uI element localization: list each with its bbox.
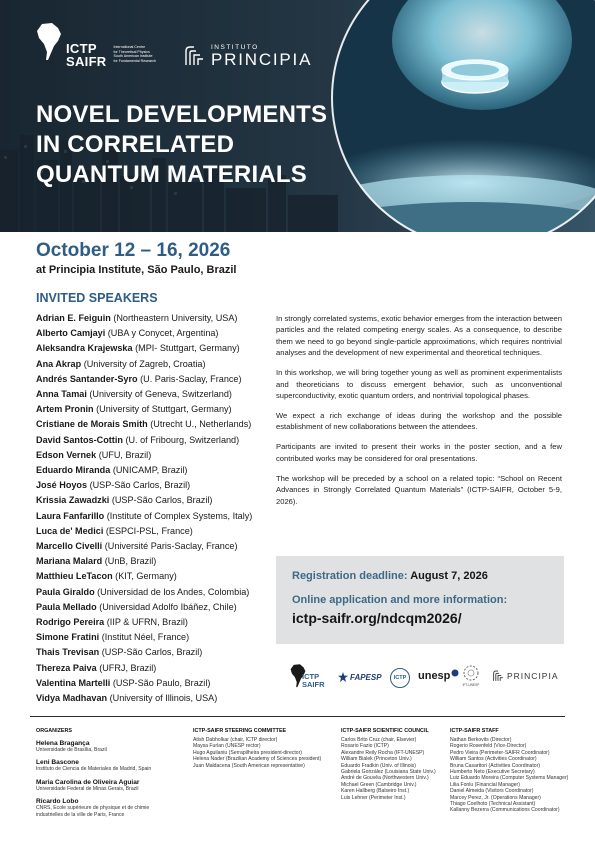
speaker-affiliation: (KIT, Germany) xyxy=(115,571,177,582)
speaker-item xyxy=(36,341,276,356)
speaker-affiliation: (University of Illinois, USA) xyxy=(109,693,218,704)
staff-member: Bruna Casarttori (Activities Coordinator) xyxy=(450,762,541,769)
staff-member: Lilia Fonlu (Financial Manager) xyxy=(450,781,520,788)
ift-ring-icon xyxy=(462,664,480,682)
speaker-item xyxy=(36,326,276,341)
speaker-affiliation: (USP-São Carlos, Brazil) xyxy=(89,480,191,491)
speaker-affiliation: (Institute of Complex Systems, Italy) xyxy=(106,510,253,521)
speaker-name: Paula Giraldo xyxy=(36,586,95,597)
staff-member: Kallanny Bezerra (Communications Coordinator) xyxy=(450,807,560,814)
description-paragraph: In strongly correlated systems, exotic behavior emerges from the interaction between particles and the related competing energy scales. As a consequence, to describe them we need to go beyond single-particle approximations, which requires nontrivial analyses and the development of new experimental and theoretical techniques. xyxy=(276,314,562,358)
speaker-item xyxy=(36,448,276,463)
speaker-affiliation: (USP-São Carlos, Brazil) xyxy=(111,495,213,506)
speaker-affiliation: (USP-São Paulo, Brazil) xyxy=(112,677,211,688)
speaker-name: Thereza Paiva xyxy=(36,662,97,673)
ictp-desc-line: International Centre xyxy=(113,45,146,49)
ictp-desc-line: South American Institute xyxy=(113,54,153,59)
speaker-item xyxy=(36,539,276,554)
speaker-name: Paula Mellado xyxy=(36,601,97,612)
principia-footer-wordmark: PRINCIPIA xyxy=(507,671,559,681)
speaker-name: Adrian E. Feiguin xyxy=(36,313,111,323)
organizer-name: Ricardo Lobo xyxy=(36,798,79,806)
speaker-name: Cristiane de Morais Smith xyxy=(36,419,148,430)
speaker-item xyxy=(36,569,276,584)
organizer-name: Helena Bragança xyxy=(36,740,90,747)
speaker-name: Luca de' Medici xyxy=(36,525,104,536)
speaker-item xyxy=(36,509,276,524)
partner-unesp-logo xyxy=(418,670,459,682)
speaker-item xyxy=(36,463,276,478)
speaker-affiliation: (UnB, Brazil) xyxy=(104,556,157,567)
registration-deadline xyxy=(292,570,548,582)
speaker-item xyxy=(36,372,276,387)
ictp-saifr-wordmark xyxy=(66,42,107,68)
organizer-affiliation: industrielles de la ville de Paris, France xyxy=(36,811,125,818)
committee-member: Maysa Furlan (UNESP rector) xyxy=(193,743,261,750)
speaker-name: Krissia Zawadzki xyxy=(36,495,110,506)
speaker-affiliation: (UFRJ, Brazil) xyxy=(99,662,157,673)
staff-member: Daniel Almeida (Visitors Coordinator) xyxy=(450,788,534,795)
speaker-affiliation: (Utrecht U., Netherlands) xyxy=(150,419,252,430)
event-title-line: NOVEL DEVELOPMENTS xyxy=(36,101,328,128)
speaker-item xyxy=(36,387,276,402)
ictp-word: ICTP xyxy=(66,41,97,56)
steering-committee-column xyxy=(193,728,333,769)
partner-saifr-word: SAIFR xyxy=(302,680,325,689)
speaker-item xyxy=(36,661,276,676)
partner-principia-logo xyxy=(492,670,559,682)
organizer-name: Leni Bascone xyxy=(36,759,79,767)
speaker-item xyxy=(36,417,276,432)
ift-wordmark: IFT-UNESP xyxy=(462,683,480,687)
principia-wordmark xyxy=(211,44,312,68)
speaker-affiliation: (Northeastern University, USA) xyxy=(113,313,238,323)
partner-fapesp-logo xyxy=(338,672,382,682)
committee-member: Hugo Aguilaniu (Serrapilheira president-director) xyxy=(193,749,303,756)
steering-committee-title: ICTP-SAIFR STEERING COMMITTEE xyxy=(193,728,287,734)
organizers-column xyxy=(36,728,186,818)
description-paragraph: In this workshop, we will bring together young as well as prominent experimentalists and theoreticians to discuss emergent behavior, such as unconventional superconductivity, exotic quantum orders, and nontrivial topological phases. xyxy=(276,368,562,401)
organizers-title: ORGANIZERS xyxy=(36,728,72,734)
council-member: Rosario Fazio (ICTP) xyxy=(341,743,389,750)
partner-ictp-word: ICTP xyxy=(302,672,320,681)
speaker-name: David Santos-Cottin xyxy=(36,434,123,445)
council-member: Carlos Brito Cruz (chair, Elsevier) xyxy=(341,737,417,743)
steering-committee-list xyxy=(193,737,333,769)
speakers-list xyxy=(36,311,276,706)
speaker-affiliation: (ESPCI-PSL, France) xyxy=(105,525,193,536)
saifr-word: SAIFR xyxy=(66,54,107,69)
principia-mark-icon xyxy=(492,670,504,682)
speaker-name: Alberto Camjayi xyxy=(36,328,106,339)
speaker-affiliation: (U. of Fribourg, Switzerland) xyxy=(125,434,240,445)
organizer-name: Maria Carolina de Oliveira Aguiar xyxy=(36,778,140,786)
speaker-affiliation: (UFU, Brazil) xyxy=(98,449,152,460)
speaker-name: Andrés Santander-Syro xyxy=(36,373,138,384)
speaker-name: Marcello Civelli xyxy=(36,541,103,552)
speaker-affiliation: (Université Paris-Saclay, France) xyxy=(104,541,238,552)
speaker-affiliation: (University of Geneva, Switzerland) xyxy=(89,389,232,400)
event-title-line: QUANTUM MATERIALS xyxy=(36,161,307,188)
event-title-line: IN CORRELATED xyxy=(36,131,235,158)
council-member: André de Gouvêa (Northwestern Univ.) xyxy=(341,775,429,782)
speaker-item xyxy=(36,676,276,691)
speaker-affiliation: (Institut Néel, France) xyxy=(101,632,190,643)
speaker-affiliation: (University of Zagreb, Croatia) xyxy=(83,358,206,369)
speaker-affiliation: (Universidad de los Andes, Colombia) xyxy=(97,586,250,597)
ictp-circle-text: ICTP xyxy=(393,675,407,681)
staff-member: Marcey Perez, Jr. (Operations Manager) xyxy=(450,794,541,801)
committee-member: Helena Nader (Brazilian Academy of Sciences president) xyxy=(193,756,322,763)
speaker-item xyxy=(36,630,276,645)
speaker-name: José Hoyos xyxy=(36,480,88,491)
organizer-affiliation: Universidade Federal de Minas Gerais, Brazil xyxy=(36,785,139,792)
staff-title: ICTP-SAIFR STAFF xyxy=(450,728,499,734)
staff-member: Thiago Coelhoto (Technical Assistant) xyxy=(450,801,536,808)
scientific-council-list xyxy=(341,737,446,801)
council-member: Karen Hallberg (Balseiro Inst.) xyxy=(341,788,410,795)
organizer-entry xyxy=(36,759,186,772)
speaker-name: Vidya Madhavan xyxy=(36,693,108,704)
staff-member: Humberto Neto (Executive Secretary) xyxy=(450,769,535,776)
partner-logos xyxy=(290,662,560,696)
speaker-affiliation: (MPI- Stuttgart, Germany) xyxy=(135,343,240,354)
staff-list xyxy=(450,737,570,814)
speaker-item xyxy=(36,311,276,326)
council-member: William Bialek (Princeton Univ.) xyxy=(341,756,412,763)
scientific-council-title: ICTP-SAIFR SCIENTIFIC COUNCIL xyxy=(341,728,429,734)
organizer-affiliation: Universidade de Brasília, Brazil xyxy=(36,747,107,753)
committee-member: Juan Maldacena (South American representative) xyxy=(193,762,305,769)
organizer-affiliation: Instituto de Ciencia de Materiales de Madrid, Spain xyxy=(36,766,152,773)
council-member: Michael Green (Cambridge Univ.) xyxy=(341,781,417,788)
speaker-item xyxy=(36,615,276,630)
speaker-name: Rodrigo Pereira xyxy=(36,617,105,628)
organizer-entry xyxy=(36,779,186,792)
speaker-item xyxy=(36,357,276,372)
header-banner xyxy=(0,0,595,232)
committee-member: Atish Dabholkar (chair, ICTP director) xyxy=(193,737,278,743)
speaker-name: Aleksandra Krajewska xyxy=(36,343,133,354)
ictp-circle-icon xyxy=(390,668,410,688)
ictp-saifr-logo xyxy=(36,22,176,68)
principia-mark-icon xyxy=(183,45,205,67)
speaker-item xyxy=(36,402,276,417)
speaker-name: Thais Trevisan xyxy=(36,647,100,658)
staff-column xyxy=(450,728,570,814)
speaker-item xyxy=(36,554,276,569)
speaker-affiliation: (U. Paris-Saclay, France) xyxy=(140,373,242,384)
deadline-value: August 7, 2026 xyxy=(410,570,488,582)
ictp-saifr-description xyxy=(114,45,176,63)
ictp-desc-line: for Theoretical Physics xyxy=(113,49,150,54)
speaker-item xyxy=(36,691,276,706)
registration-box xyxy=(276,556,564,644)
event-venue: at Principia Institute, São Paulo, Brazil xyxy=(36,264,237,276)
speaker-item xyxy=(36,478,276,493)
partner-ift-logo xyxy=(462,664,480,687)
workshop-description xyxy=(276,313,562,516)
partner-ictp-logo xyxy=(390,668,410,688)
speaker-item xyxy=(36,585,276,600)
speaker-name: Artem Pronin xyxy=(36,404,94,415)
description-paragraph: The workshop will be preceded by a school on a related topic: “School on Recent Advances in Strongly Correlated Quantum Materials” (ICTP-SAIFR, October 5-9, 2026). xyxy=(276,473,562,506)
speaker-affiliation: (UNICAMP, Brazil) xyxy=(112,465,188,476)
speaker-name: Mariana Malard xyxy=(36,556,103,567)
speaker-item xyxy=(36,493,276,508)
unesp-wordmark: unesp xyxy=(418,670,451,682)
fapesp-star-icon xyxy=(338,672,348,682)
partner-ictp-saifr-logo xyxy=(290,662,325,690)
organizer-entry xyxy=(36,798,186,818)
unesp-dot-icon xyxy=(451,669,459,677)
staff-member: Rogerio Rosenfeld (Vice-Director) xyxy=(450,743,527,750)
speaker-name: Valentina Martelli xyxy=(36,677,111,688)
principia-name-word: PRINCIPIA xyxy=(211,50,313,69)
organizer-entry xyxy=(36,740,186,753)
staff-member: Luiz Eduardo Moreira (Computer Systems Manager) xyxy=(450,775,569,782)
speaker-affiliation: (USP-São Carlos, Brazil) xyxy=(101,647,203,658)
speaker-name: Edson Vernek xyxy=(36,449,97,460)
organizer-affiliation: CNRS, Ecole supérieure de physique et de chimie xyxy=(36,805,150,812)
description-paragraph: Participants are invited to present their works in the poster section, and a few contributed works may be considered for oral presentations. xyxy=(276,442,562,463)
speaker-item xyxy=(36,645,276,660)
fapesp-wordmark: FAPESP xyxy=(350,672,382,682)
speaker-name: Simone Fratini xyxy=(36,632,100,643)
deadline-label: Registration deadline: xyxy=(292,570,408,582)
speaker-name: Ana Akrap xyxy=(36,358,82,369)
speaker-item xyxy=(36,433,276,448)
speakers-heading: INVITED SPEAKERS xyxy=(36,291,158,305)
speaker-name: Matthieu LeTacon xyxy=(36,571,113,582)
staff-member: Nathan Berkovits (Director) xyxy=(450,737,512,743)
event-dates: October 12 – 16, 2026 xyxy=(36,240,231,261)
speaker-item xyxy=(36,600,276,615)
council-member: Alexandre Reily Rocha (IFT-UNESP) xyxy=(341,749,425,756)
council-member: Luis Lehner (Perimeter Inst.) xyxy=(341,794,406,801)
speaker-name: Laura Fanfarillo xyxy=(36,510,105,521)
speaker-name: Eduardo Miranda xyxy=(36,465,111,476)
application-url-link[interactable]: ictp-saifr.org/ndcqm2026/ xyxy=(292,610,462,626)
south-america-map-icon xyxy=(36,22,62,62)
description-paragraph: We expect a rich exchange of ideas during the workshop and the possible establishment of new collaborations between the attendees. xyxy=(276,411,562,432)
staff-member: Pedro Vieira (Perimeter-SAIFR Coordinator) xyxy=(450,749,550,756)
principia-logo xyxy=(183,44,312,68)
speaker-affiliation: (University of Stuttgart, Germany) xyxy=(96,404,232,415)
speaker-affiliation: (UBA y Conycet, Argentina) xyxy=(107,328,219,339)
speaker-name: Anna Tamai xyxy=(36,389,87,400)
staff-member: William Santos (Activities Coordinator) xyxy=(450,756,537,763)
ictp-desc-line: for Fundamental Research xyxy=(113,58,157,63)
council-member: Eduardo Fradkin (Univ. of Illinois) xyxy=(341,762,416,769)
council-member: Gabriela González (Louisiana State Univ.) xyxy=(341,769,436,776)
event-title xyxy=(36,100,327,190)
speaker-affiliation: (Universidad Adolfo Ibáñez, Chile) xyxy=(99,601,237,612)
speaker-item xyxy=(36,524,276,539)
speaker-affiliation: (IIP & UFRN, Brazil) xyxy=(106,617,188,628)
partner-ictp-saifr-wordmark xyxy=(302,673,325,689)
application-info-label: Online application and more information: xyxy=(292,594,508,606)
scientific-council-column xyxy=(341,728,446,801)
footer-divider xyxy=(30,716,565,717)
principia-top-word: INSTITUTO xyxy=(211,44,259,51)
